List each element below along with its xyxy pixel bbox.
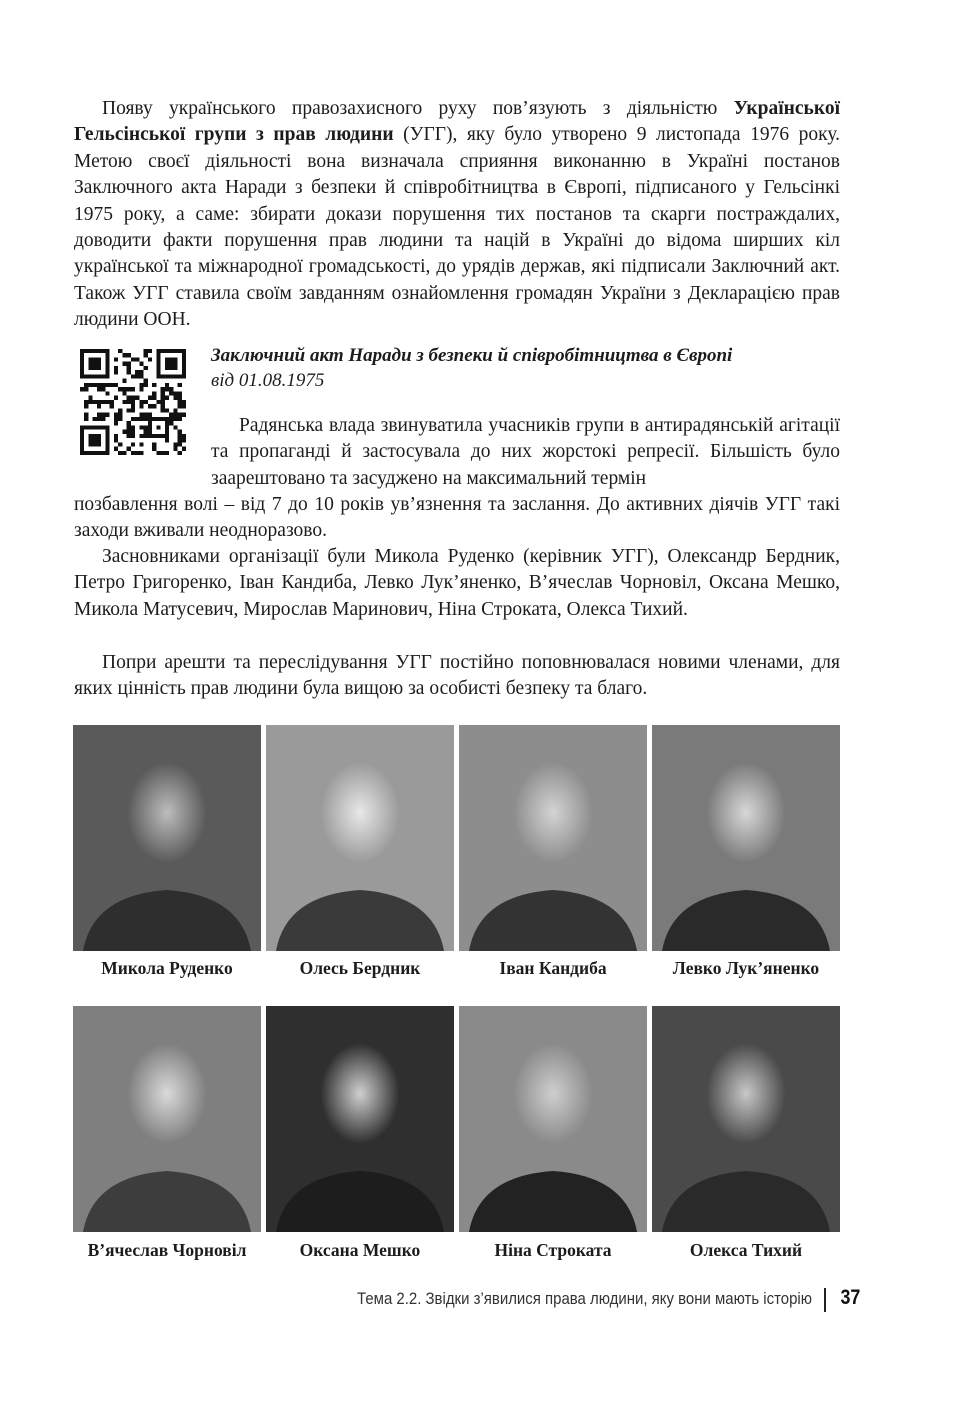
paragraph-repressions-cont: позбавлення волі – від 7 до 10 років ув’язнення та заслання. До активних діячів УГГ такі заходи вживали неодноразово.	[74, 494, 840, 542]
qr-caption-date: від 01.08.1975	[211, 370, 325, 391]
portrait-photo	[459, 725, 647, 951]
portrait-caption: Ніна Строката	[494, 1240, 612, 1260]
portrait-photo	[459, 1006, 647, 1232]
footer-divider	[824, 1288, 826, 1312]
paragraph-founders: Засновниками організації були Микола Руденко (керівник УГГ), Олександр Бердник, Петро Григоренко, Іван Кандиба, Левко Лук’яненко, В’ячеслав Чорновіл, Оксана Мешко, Микола Матусевич, Мирослав Маринович, Ніна Строката, Олекса Тихий.	[74, 546, 840, 620]
portrait-caption: Левко Лук’яненко	[672, 958, 820, 978]
portrait-caption: В’ячеслав Чорновіл	[87, 1240, 247, 1260]
portrait-photo	[73, 1006, 261, 1232]
portrait-caption: Олекса Тихий	[689, 1240, 803, 1260]
qr-code-icon[interactable]	[80, 349, 186, 455]
paragraph-repressions: Радянська влада звинуватила учасників групи в антирадянській агітації та пропаганді й застосувала до них жорстокі репресії. Більшість було заарештовано та засуджено на максимальний термін	[211, 415, 840, 489]
footer-topic: Тема 2.2. Звідки з’явилися права людини, яку вони мають історію	[357, 1289, 812, 1308]
qr-caption-title: Заключний акт Наради з безпеки й співробітництва в Європі	[211, 345, 733, 366]
page-footer	[340, 1286, 860, 1313]
portrait-photo	[652, 725, 840, 951]
portrait-photo	[266, 725, 454, 951]
paragraph-members: Попри арешти та переслідування УГГ постійно поповнювалася новими членами, для яких цінність прав людини була вищою за особисті безпеку та благо.	[74, 652, 840, 700]
page-number: 37	[840, 1286, 860, 1309]
portrait-caption: Оксана Мешко	[299, 1240, 421, 1260]
portrait-photo	[73, 725, 261, 951]
portrait-photo	[652, 1006, 840, 1232]
paragraph-intro-bold: Української Гельсінської групи з прав людини	[74, 98, 840, 146]
paragraph-intro-rest: (УГГ), яку було утворено 9 листопада 1976 року. Метою своєї діяльності вона визначала сприяння виконанню в Україні постанов Заключного акта Наради з безпеки й співробітництва в Європі, підписаного у Гельсінкі 1975 року, а саме: збирати докази порушення тих постанов та скарги постраждалих, доводити факти порушення прав людини та націй в Україні до відома ширших кіл української та міжнародної громадськості, до урядів держав, які підписали Заключний акт. Також УГГ ставила своїм завданням ознайомлення громадян України з Декларацією прав людини ООН.	[74, 124, 840, 331]
portrait-caption: Микола Руденко	[101, 958, 233, 978]
portrait-caption: Іван Кандиба	[499, 958, 607, 978]
paragraph-intro-lead: Появу українського правозахисного руху пов’язують з діяльністю	[102, 98, 734, 119]
paragraph-intro	[74, 96, 840, 334]
portrait-caption: Олесь Бердник	[299, 958, 421, 978]
portrait-photo	[266, 1006, 454, 1232]
qr-caption	[211, 343, 841, 393]
